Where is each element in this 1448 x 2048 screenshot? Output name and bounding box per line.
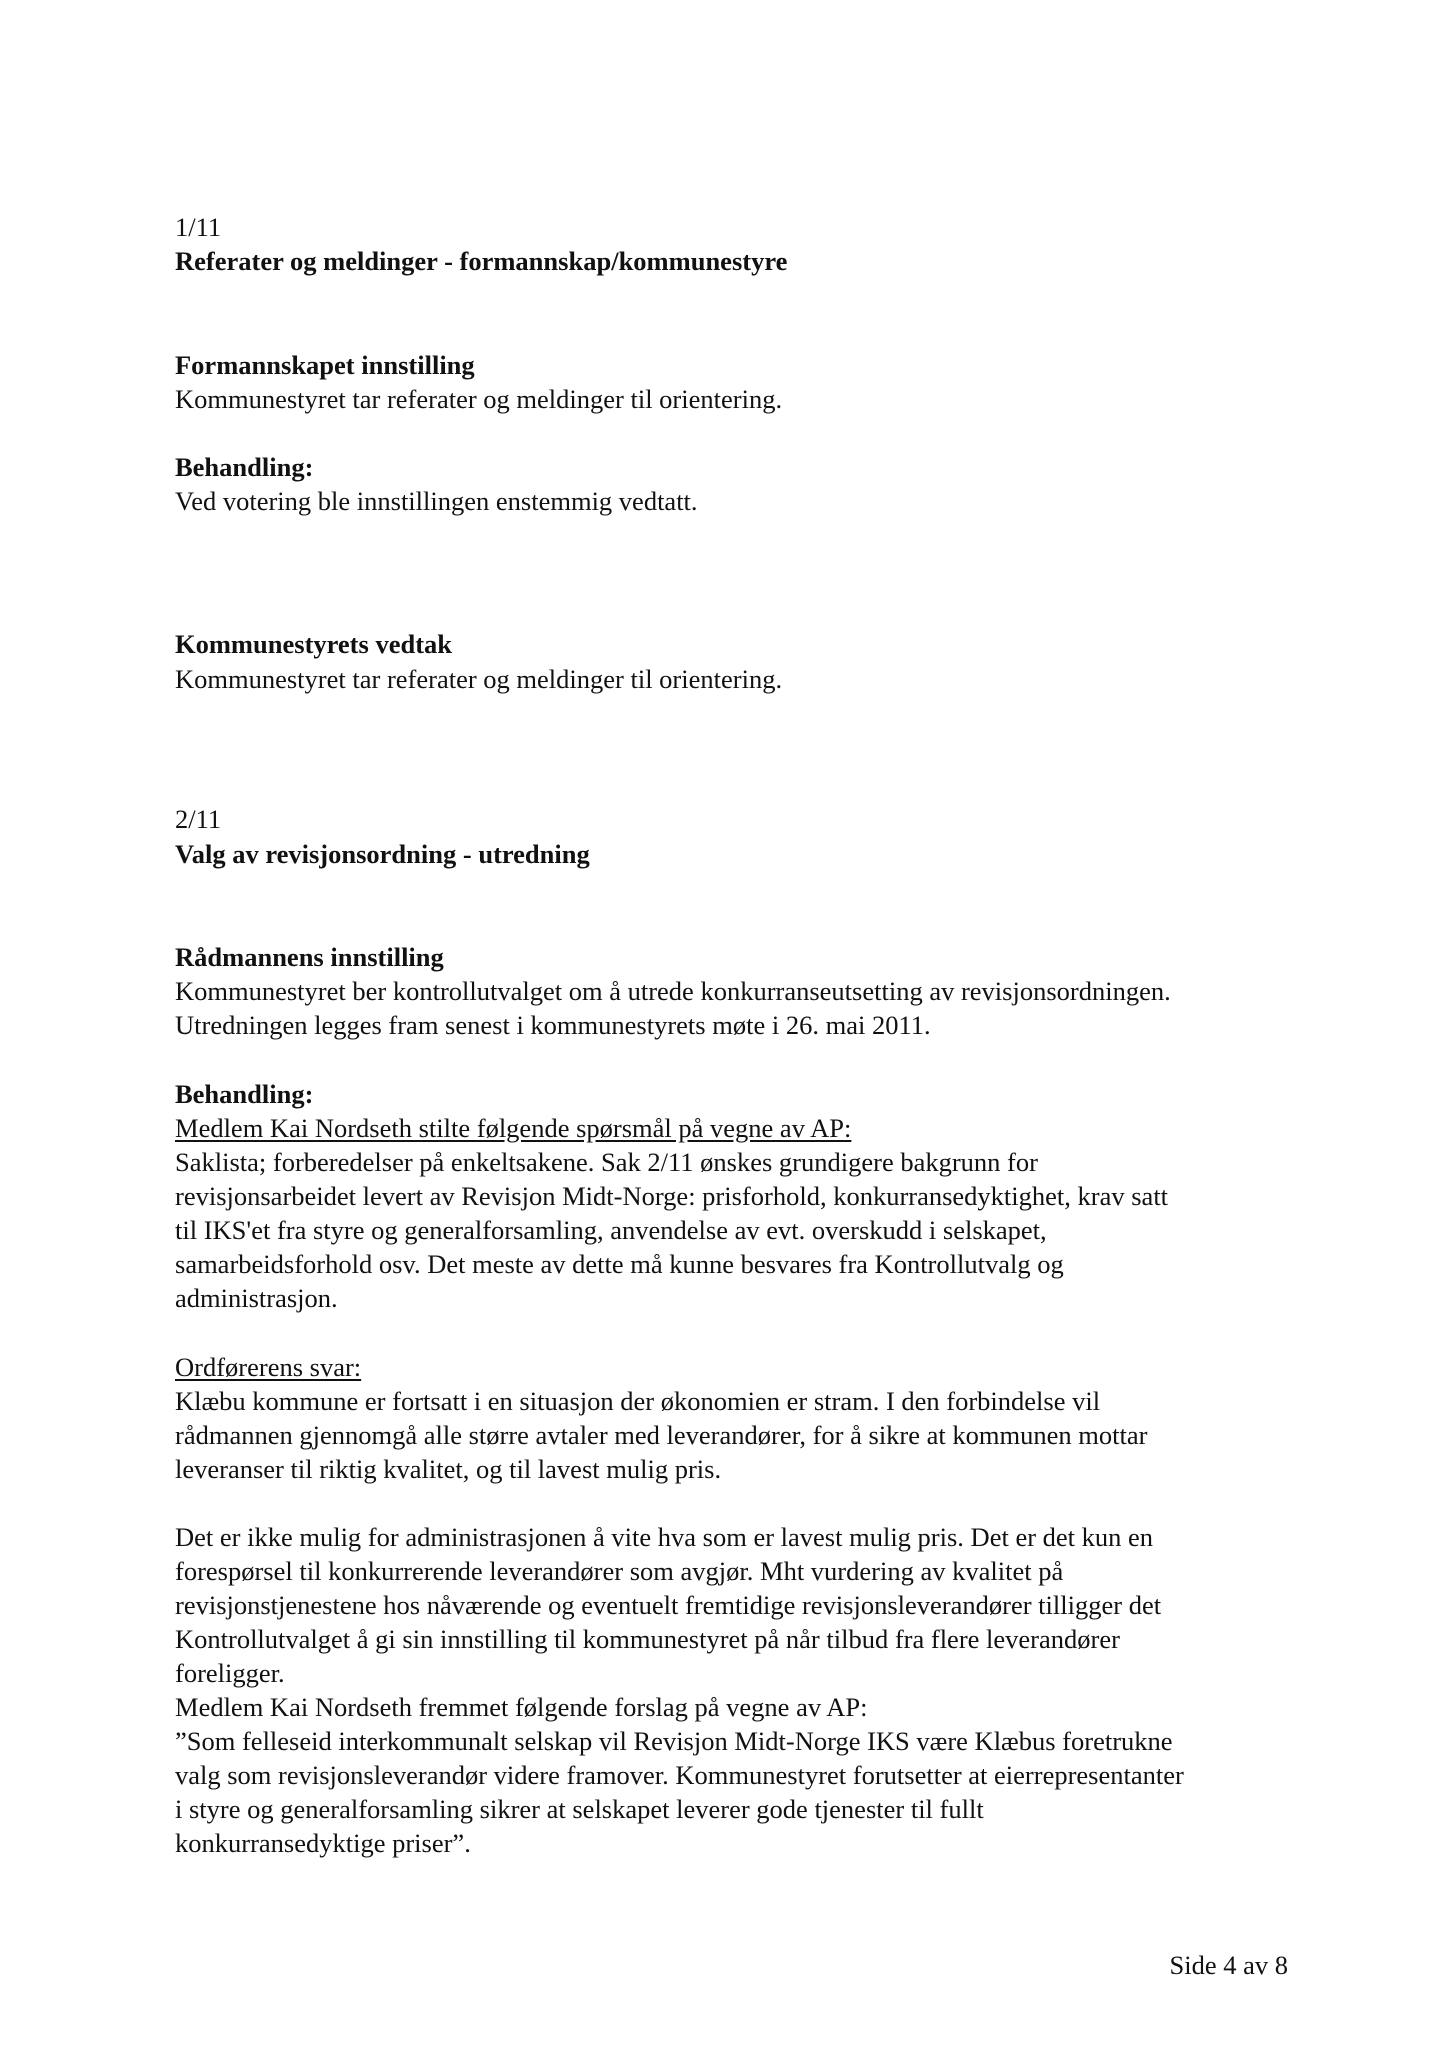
recommendation-line: Kommunestyret ber kontrollutvalget om å utrede konkurranseutsetting av revisjonsordningen.	[175, 976, 1171, 1006]
question-line: revisjonsarbeidet levert av Revisjon Midt-Norge: prisforhold, konkurransedyktighet, krav satt	[175, 1181, 1169, 1211]
proposal-intro: Medlem Kai Nordseth fremmet følgende forslag på vegne av AP:	[175, 1692, 868, 1722]
answer-line: Kontrollutvalget å gi sin innstilling til kommunestyret på når tilbud fra flere leverandører	[175, 1624, 1120, 1654]
page-number: Side 4 av 8	[1169, 1950, 1288, 1980]
recommendation-heading: Rådmannens innstilling	[175, 942, 444, 972]
treatment-heading: Behandling:	[175, 1079, 314, 1109]
answer-line: rådmannen gjennomgå alle større avtaler med leverandører, for å sikre at kommunen mottar	[175, 1420, 1148, 1450]
decision-text: Kommunestyret tar referater og meldinger til orientering.	[175, 664, 783, 694]
answer-line: Det er ikke mulig for administrasjonen å vite hva som er lavest mulig pris. Det er det kun en	[175, 1522, 1154, 1552]
proposal-line: valg som revisjonsleverandør videre framover. Kommunestyret forutsetter at eierrepresentanter	[175, 1760, 1184, 1790]
treatment-heading: Behandling:	[175, 452, 314, 482]
answer-line: forespørsel til konkurrerende leverandører som avgjør. Mht vurdering av kvalitet på	[175, 1556, 1064, 1586]
decision-heading: Kommunestyrets vedtak	[175, 629, 453, 659]
proposal-line: konkurransedyktige priser”.	[175, 1828, 471, 1858]
treatment-text: Ved votering ble innstillingen enstemmig vedtatt.	[175, 486, 698, 516]
item-number: 2/11	[175, 804, 222, 834]
recommendation-heading: Formannskapet innstilling	[175, 350, 475, 380]
question-line: til IKS'et fra styre og generalforsamling, anvendelse av evt. overskudd i selskapet,	[175, 1215, 1047, 1245]
item-title: Valg av revisjonsordning - utredning	[175, 839, 590, 869]
item-title: Referater og meldinger - formannskap/kommunestyre	[175, 246, 788, 276]
answer-line: foreligger.	[175, 1658, 285, 1688]
question-heading: Medlem Kai Nordseth stilte følgende spørsmål på vegne av AP:	[175, 1113, 852, 1143]
item-number: 1/11	[175, 212, 222, 242]
answer-line: Klæbu kommune er fortsatt i en situasjon der økonomien er stram. I den forbindelse vil	[175, 1386, 1101, 1416]
question-line: samarbeidsforhold osv. Det meste av dette må kunne besvares fra Kontrollutvalg og	[175, 1249, 1064, 1279]
answer-heading: Ordførerens svar:	[175, 1352, 362, 1382]
proposal-line: ”Som felleseid interkommunalt selskap vil Revisjon Midt-Norge IKS være Klæbus foretrukne	[175, 1726, 1173, 1756]
answer-line: leveranser til riktig kvalitet, og til lavest mulig pris.	[175, 1454, 722, 1484]
question-line: Saklista; forberedelser på enkeltsakene. Sak 2/11 ønskes grundigere bakgrunn for	[175, 1147, 1038, 1177]
recommendation-line: Utredningen legges fram senest i kommunestyrets møte i 26. mai 2011.	[175, 1010, 931, 1040]
answer-line: revisjonstjenestene hos nåværende og eventuelt fremtidige revisjonsleverandører tilligger det	[175, 1590, 1162, 1620]
proposal-line: i styre og generalforsamling sikrer at selskapet leverer gode tjenester til fullt	[175, 1794, 984, 1824]
recommendation-text: Kommunestyret tar referater og meldinger til orientering.	[175, 384, 783, 414]
question-line: administrasjon.	[175, 1283, 338, 1313]
